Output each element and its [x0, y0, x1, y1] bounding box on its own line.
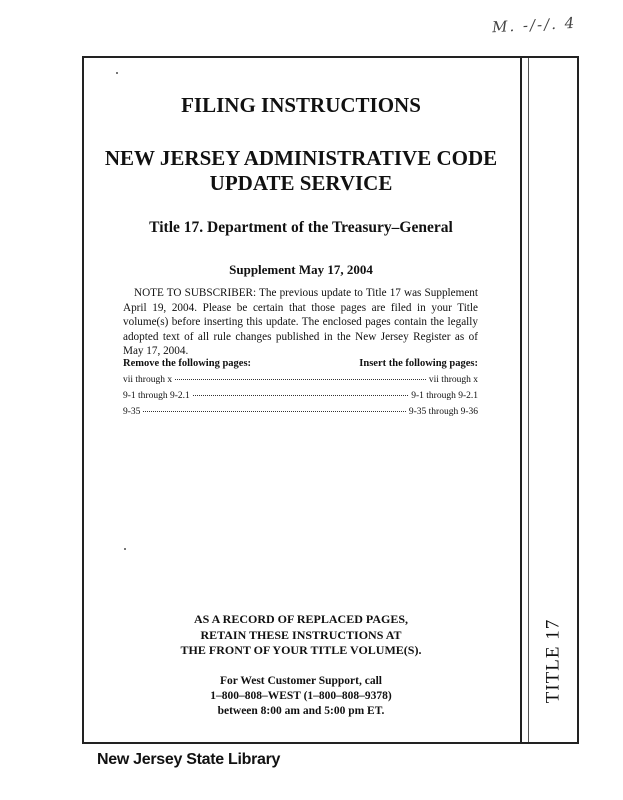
code-title-line-1: NEW JERSEY ADMINISTRATIVE CODE: [104, 146, 498, 170]
library-footer: New Jersey State Library: [97, 751, 281, 768]
page-change-row: [123, 375, 478, 385]
remove-pages: vii through x: [123, 375, 173, 385]
dot-leader: [143, 411, 405, 412]
code-title: [82, 146, 520, 196]
remove-pages: 9-1 through 9-2.1: [123, 391, 190, 401]
remove-pages: 9-35: [123, 407, 141, 417]
tab-divider: [520, 58, 522, 742]
title-line: Title 17. Department of the Treasury–General: [149, 219, 453, 236]
title-tab-label: TITLE 17: [542, 618, 564, 704]
supplement-date: Supplement May 17, 2004: [229, 262, 373, 277]
scan-speck: [116, 72, 118, 74]
page-change-row: [123, 391, 478, 401]
dot-leader: [193, 395, 408, 396]
code-title-line-2: UPDATE SERVICE: [209, 171, 393, 195]
pages-table-header: [123, 358, 478, 369]
handwritten-note: M. -/-/. 4: [491, 13, 577, 37]
title-tab: [528, 586, 578, 736]
support-line-1: For West Customer Support, call: [220, 675, 382, 687]
insert-pages: 9-1 through 9-2.1: [411, 391, 478, 401]
record-line-1: AS A RECORD OF REPLACED PAGES,: [193, 612, 409, 626]
insert-header: Insert the following pages:: [359, 358, 478, 369]
subscriber-note: NOTE TO SUBSCRIBER: The previous update to Title 17 was Supplement April 19, 2004. Please be certain that those pages are filed in your Title volume(s) before inserting this update. The enclosed pages contain the legally adopted text of all rule changes published in the New Jersey Register as of May 17, 2004.: [123, 287, 478, 358]
insert-pages: 9-35 through 9-36: [408, 407, 478, 417]
support-line-2: 1–800–808–WEST (1–800–808–9378): [210, 690, 392, 702]
support-line-3: between 8:00 am and 5:00 pm ET.: [217, 705, 385, 717]
record-instructions: [82, 612, 520, 659]
page-change-row: [123, 407, 478, 417]
remove-header: Remove the following pages:: [123, 358, 252, 369]
record-line-3: THE FRONT OF YOUR TITLE VOLUME(S).: [180, 643, 422, 657]
dot-leader: [175, 379, 426, 380]
record-line-2: RETAIN THESE INSTRUCTIONS AT: [200, 627, 402, 642]
insert-pages: vii through x: [428, 375, 478, 385]
scan-speck: [124, 548, 126, 550]
page-heading: FILING INSTRUCTIONS: [181, 93, 421, 117]
customer-support: [82, 674, 520, 719]
